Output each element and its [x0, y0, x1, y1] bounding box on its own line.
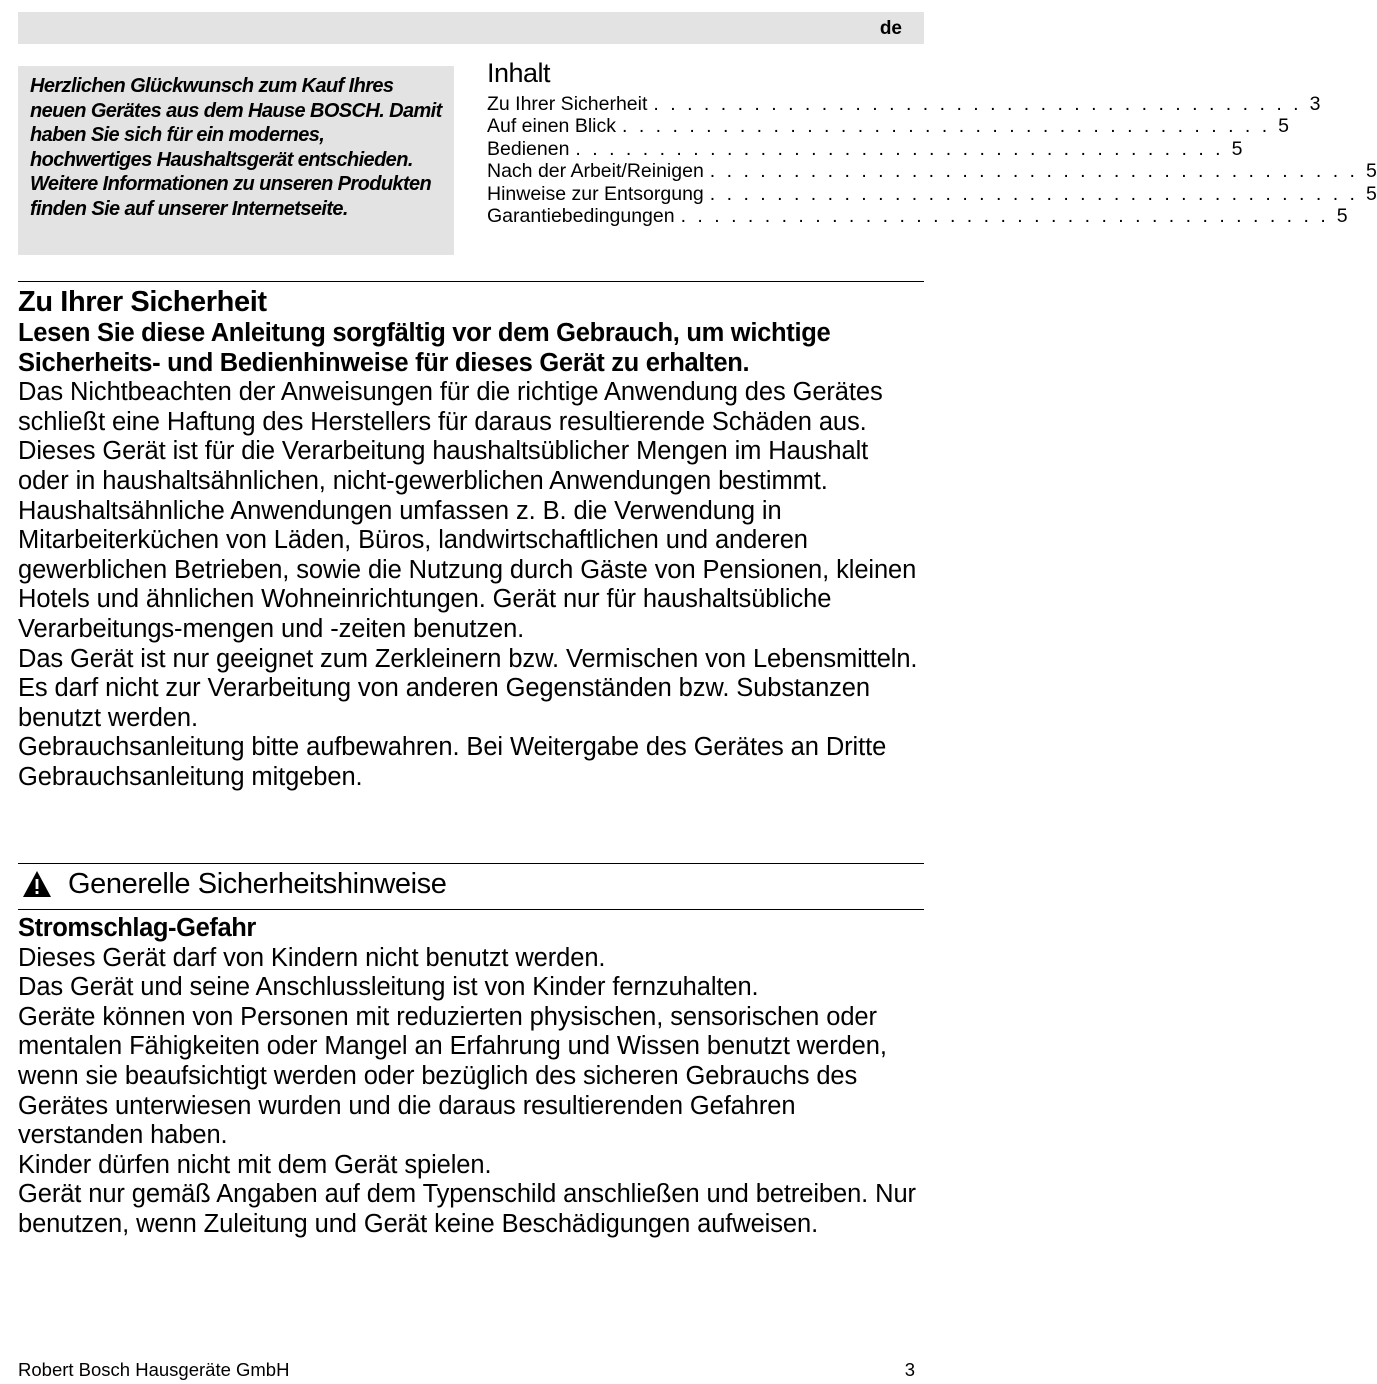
toc-leader-dots: . . . . . . . . . . . . . . . . . . . . . . . . . . . . . . . . . . . . . . . [709, 182, 1358, 205]
toc-entry [487, 93, 1321, 115]
toc-entry-page: 5 [1278, 115, 1290, 138]
toc-entry [487, 160, 1377, 183]
toc-entry-label: Bedienen [487, 137, 570, 160]
table-of-contents [487, 58, 1377, 228]
toc-entry [487, 137, 1243, 160]
toc-entry-label: Nach der Arbeit/Reinigen [487, 160, 704, 183]
toc-entry-page: 5 [1365, 160, 1377, 183]
safety-paragraph: Dieses Gerät ist für die Verarbeitung haushaltsüblicher Mengen im Haushalt oder in haushaltsähnlichen, nicht-gewerblichen Anwendungen bestimmt. Haushaltsähnliche Anwendungen umfassen z. B. die Verwendung in Mitarbeiterküchen von Läden, Büros, landwirtschaftlichen und anderen gewerblichen Betrieben, sowie die Nutzung durch Gäste von Pensionen, kleinen Hotels und ähnlichen Wohneinrichtungen. Gerät nur für haushaltsübliche Verarbeitungs-mengen und -zeiten benutzen. [18, 437, 917, 643]
general-paragraph: Geräte können von Personen mit reduzierten physischen, sensorischen oder mentalen Fähigkeiten oder Mangel an Erfahrung und Wissen benutzt werden, wenn sie beaufsichtigt werden oder bezüglich des sicheren Gebrauchs des Gerätes unterwiesen wurden und die daraus resultierenden Gefahren verstanden haben. [18, 1002, 887, 1150]
safety-lead: Lesen Sie diese Anleitung sorgfältig vor dem Gebrauch, um wichtige Sicherheits- und Bedienhinweise für dieses Gerät zu erhalten. [18, 319, 831, 377]
warning-triangle-icon [22, 870, 52, 898]
general-safety-title: Generelle Sicherheitshinweise [68, 868, 447, 900]
general-paragraph: Das Gerät und seine Anschlussleitung ist von Kinder fernzuhalten. [18, 973, 759, 1002]
electric-shock-heading: Stromschlag-Gefahr [18, 914, 256, 942]
toc-title: Inhalt [487, 58, 551, 88]
footer-company: Robert Bosch Hausgeräte GmbH [18, 1359, 290, 1380]
toc-entry [487, 205, 1348, 228]
general-safety-heading [18, 867, 924, 901]
section-divider [18, 863, 924, 864]
toc-leader-dots: . . . . . . . . . . . . . . . . . . . . . . . . . . . . . . . . . . . . . . . [575, 137, 1224, 160]
general-paragraph: Kinder dürfen nicht mit dem Gerät spielen. [18, 1150, 492, 1179]
general-safety-section [18, 914, 924, 1240]
toc-leader-dots: . . . . . . . . . . . . . . . . . . . . . . . . . . . . . . . . . . . . . . . [709, 160, 1358, 183]
safety-section [18, 285, 924, 793]
toc-entry-page: 5 [1365, 182, 1377, 205]
toc-entry-label: Zu Ihrer Sicherheit [487, 93, 648, 115]
toc-entry-label: Garantiebedingungen [487, 205, 675, 228]
language-bar [18, 12, 924, 44]
section-divider [18, 281, 924, 282]
section-divider [18, 909, 924, 910]
safety-paragraph: Das Gerät ist nur geeignet zum Zerkleinern bzw. Vermischen von Lebensmitteln. Es darf nicht zur Verarbeitung von anderen Gegenständen bzw. Substanzen benutzt werden. [18, 644, 918, 732]
toc-entry [487, 115, 1290, 138]
toc-entry [487, 182, 1377, 205]
toc-entry-page: 5 [1231, 137, 1243, 160]
safety-paragraph: Das Nichtbeachten der Anweisungen für die richtige Anwendung des Gerätes schließt eine Haftung des Herstellers für daraus resultierende Schäden aus. [18, 378, 883, 436]
general-safety-header [18, 867, 924, 901]
toc-leader-dots: . . . . . . . . . . . . . . . . . . . . . . . . . . . . . . . . . . . . . . . [622, 115, 1271, 138]
toc-leader-dots: . . . . . . . . . . . . . . . . . . . . . . . . . . . . . . . . . . . . . . . [680, 205, 1329, 228]
toc-entry-page: 3 [1309, 93, 1321, 115]
safety-paragraph: Gebrauchsanleitung bitte aufbewahren. Bei Weitergabe des Gerätes an Dritte Gebrauchsanleitung mitgeben. [18, 733, 887, 791]
general-paragraph: Dieses Gerät darf von Kindern nicht benutzt werden. [18, 943, 606, 972]
toc-entry-label: Auf einen Blick [487, 115, 616, 138]
intro-box [18, 66, 454, 255]
intro-text: Herzlichen Glückwunsch zum Kauf Ihres neuen Gerätes aus dem Hause BOSCH. Damit haben Sie sich für ein modernes, hochwertiges Haushaltsgerät entschieden. Weitere Informationen zu unseren Produkten finden Sie auf unserer Internetseite. [30, 75, 442, 220]
language-code: de [879, 18, 902, 39]
footer-page-number: 3 [904, 1359, 915, 1380]
general-paragraph: Gerät nur gemäß Angaben auf dem Typenschild anschließen und betreiben. Nur benutzen, wenn Zuleitung und Gerät keine Beschädigungen aufweisen. [18, 1180, 916, 1238]
safety-title: Zu Ihrer Sicherheit [18, 286, 267, 318]
toc-entry-page: 5 [1336, 205, 1348, 228]
toc-entry-label: Hinweise zur Entsorgung [487, 182, 704, 205]
toc-leader-dots: . . . . . . . . . . . . . . . . . . . . . . . . . . . . . . . . . . . . . . . [653, 93, 1302, 115]
